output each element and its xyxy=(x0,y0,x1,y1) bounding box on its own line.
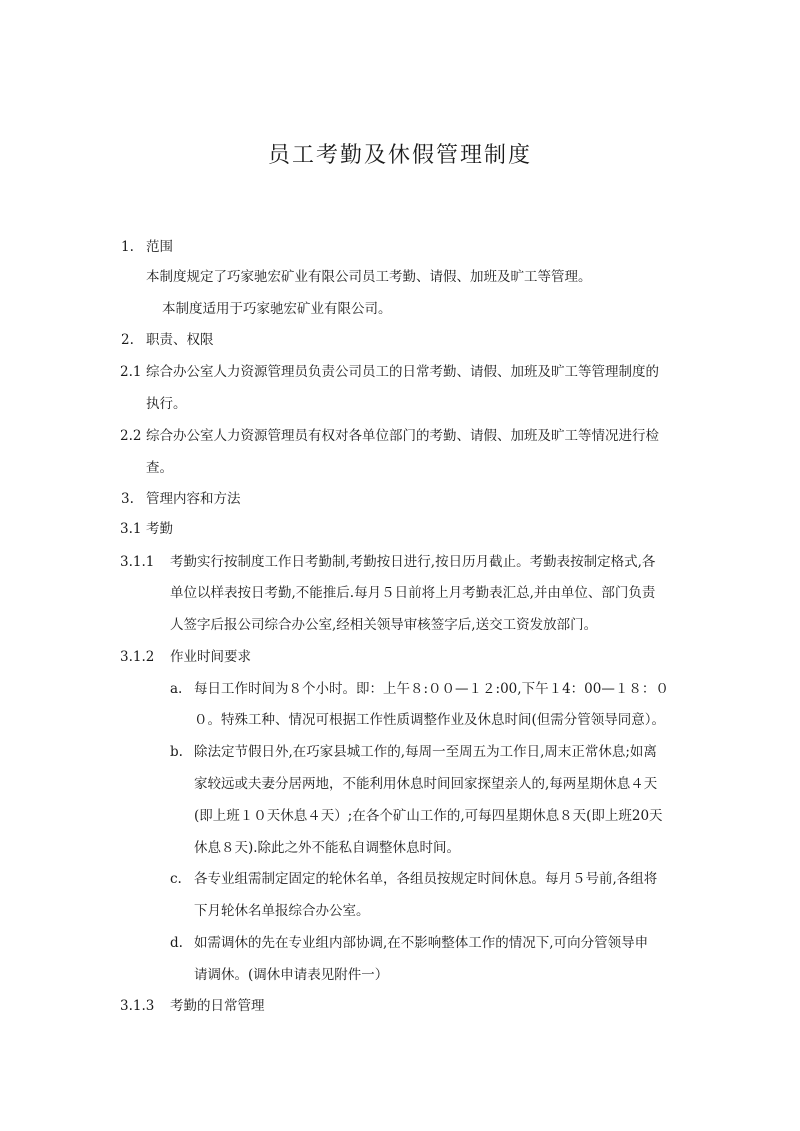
item-a-line-2: ０。特殊工种、情况可根据工作性质调整作业及休息时间(但需分管领导同意）。 xyxy=(194,712,666,728)
item-2-2-line-1: 综合办公室人力资源管理员有权对各单位部门的考勤、请假、加班及旷工等情况进行检 xyxy=(146,428,659,444)
item-b-line-1: 除法定节假日外,在巧家县城工作的,每周一至周五为工作日,周末正常休息;如离 xyxy=(194,744,657,760)
item-d-line-2: 请调休。(调休申请表见附件一） xyxy=(194,967,389,983)
item-2-1-line-1: 综合办公室人力资源管理员负责公司员工的日常考勤、请假、加班及旷工等管理制度的 xyxy=(146,364,659,380)
section-1-number: 1. xyxy=(121,239,134,255)
section-2-heading: 职责、权限 xyxy=(146,332,214,348)
item-b-line-2: 家较远或夫妻分居两地，不能利用休息时间回家探望亲人的,每两星期休息４天 xyxy=(194,776,658,792)
item-d-line-1: 如需调休的先在专业组内部协调,在不影响整体工作的情况下,可向分管领导申 xyxy=(194,935,649,951)
item-a-line-1: 每日工作时间为８个小时。即：上午８:００—１２:00,下午１4：00—１８：０ xyxy=(194,681,669,697)
item-3-1-1-line-3: 人签字后报公司综合办公室,经相关领导审核签字后,送交工资发放部门。 xyxy=(170,617,598,633)
item-2-2-number: 2.2 xyxy=(120,428,142,444)
item-3-1-1-line-1: 考勤实行按制度工作日考勤制,考勤按日进行,按日历月截止。考勤表按制定格式,各 xyxy=(170,554,656,570)
item-a-label: a. xyxy=(170,681,183,697)
item-d-label: d. xyxy=(170,935,183,951)
section-2-number: 2. xyxy=(121,332,134,348)
item-3-1-1-number: 3.1.1 xyxy=(120,554,155,570)
item-b-label: b. xyxy=(170,744,183,760)
item-3-1-2-heading: 作业时间要求 xyxy=(170,649,251,665)
item-b-line-3: (即上班１０天休息４天）;在各个矿山工作的,可每四星期休息８天(即上班20天 xyxy=(194,808,663,824)
section-3-heading: 管理内容和方法 xyxy=(146,491,241,507)
item-3-1-2-number: 3.1.2 xyxy=(120,649,155,665)
section-1-heading: 范围 xyxy=(146,239,173,255)
section-3-number: 3. xyxy=(121,491,134,507)
section-1-paragraph-1: 本制度规定了巧家驰宏矿业有限公司员工考勤、请假、加班及旷工等管理。 xyxy=(146,269,592,285)
item-c-label: c. xyxy=(170,871,182,887)
item-3-1-3-heading: 考勤的日常管理 xyxy=(170,998,265,1014)
section-1-paragraph-2: 本制度适用于巧家驰宏矿业有限公司。 xyxy=(162,301,392,317)
section-3-1-heading: 考勤 xyxy=(146,521,173,537)
document-title: 员工考勤及休假管理制度 xyxy=(267,143,532,168)
item-2-1-number: 2.1 xyxy=(120,364,142,380)
item-b-line-4: 休息８天).除此之外不能私自调整休息时间。 xyxy=(194,840,461,856)
item-2-2-line-2: 查。 xyxy=(146,460,173,476)
section-3-1-number: 3.1 xyxy=(120,521,142,537)
item-c-line-2: 下月轮休名单报综合办公室。 xyxy=(194,903,370,919)
item-c-line-1: 各专业组需制定固定的轮休名单，各组员按规定时间休息。每月５号前,各组将 xyxy=(194,871,658,887)
item-3-1-1-line-2: 单位以样表按日考勤,不能推后.每月５日前将上月考勤表汇总,并由单位、部门负责 xyxy=(170,585,656,601)
item-2-1-line-2: 执行。 xyxy=(146,396,187,412)
item-3-1-3-number: 3.1.3 xyxy=(120,998,155,1014)
